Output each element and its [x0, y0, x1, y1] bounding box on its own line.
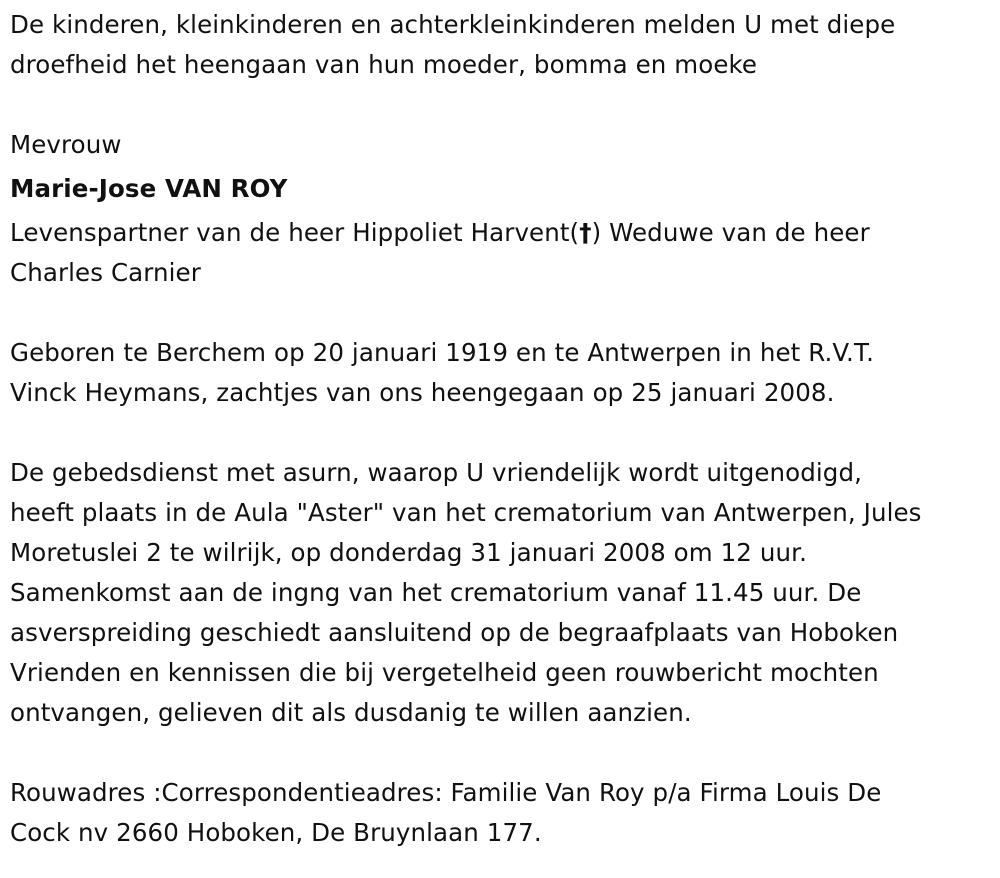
service-line: Moretuslei 2 te wilrijk, op donderdag 31 januari 2008 om 12 uur.	[10, 538, 807, 567]
spacer	[10, 733, 1000, 773]
salutation: Mevrouw	[10, 130, 122, 159]
birth-line-2: Vinck Heymans, zachtjes van ons heengegaan op 25 januari 2008.	[10, 378, 835, 407]
relation-text-post: ) Weduwe van de heer	[591, 218, 870, 247]
relation-line-1	[10, 213, 1000, 253]
spacer	[10, 293, 1000, 333]
service-line: ontvangen, gelieven dit als dusdanig te willen aanzien.	[10, 698, 692, 727]
intro-line-1: De kinderen, kleinkinderen en achterkleinkinderen melden U met diepe	[10, 10, 896, 39]
relation-line-2: Charles Carnier	[10, 258, 201, 287]
service-line: heeft plaats in de Aula "Aster" van het crematorium van Antwerpen, Jules	[10, 498, 922, 527]
birth-death-paragraph	[10, 333, 1000, 413]
address-line-2: Cock nv 2660 Hoboken, De Bruynlaan 177.	[10, 818, 542, 847]
spacer	[10, 85, 1000, 125]
service-line: De gebedsdienst met asurn, waarop U vriendelijk wordt uitgenodigd,	[10, 458, 862, 487]
spacer	[10, 413, 1000, 453]
intro-line-2: droefheid het heengaan van hun moeder, bomma en moeke	[10, 50, 758, 79]
relation-paragraph	[10, 213, 1000, 293]
service-line: asverspreiding geschiedt aansluitend op de begraafplaats van Hoboken	[10, 618, 899, 647]
service-paragraph	[10, 453, 1000, 733]
address-paragraph	[10, 773, 1000, 853]
deceased-name: Marie-Jose VAN ROY	[10, 174, 288, 203]
birth-line-1: Geboren te Berchem op 20 januari 1919 en te Antwerpen in het R.V.T.	[10, 338, 874, 367]
service-line: Vrienden en kennissen die bij vergetelheid geen rouwbericht mochten	[10, 658, 879, 687]
cross-icon: †	[579, 218, 592, 247]
relation-text-pre: Levenspartner van de heer Hippoliet Harvent(	[10, 218, 580, 247]
address-line-1: Rouwadres :Correspondentieadres: Familie Van Roy p/a Firma Louis De	[10, 778, 882, 807]
intro-paragraph	[10, 0, 985, 85]
service-line: Samenkomst aan de ingng van het crematorium vanaf 11.45 uur. De	[10, 578, 862, 607]
